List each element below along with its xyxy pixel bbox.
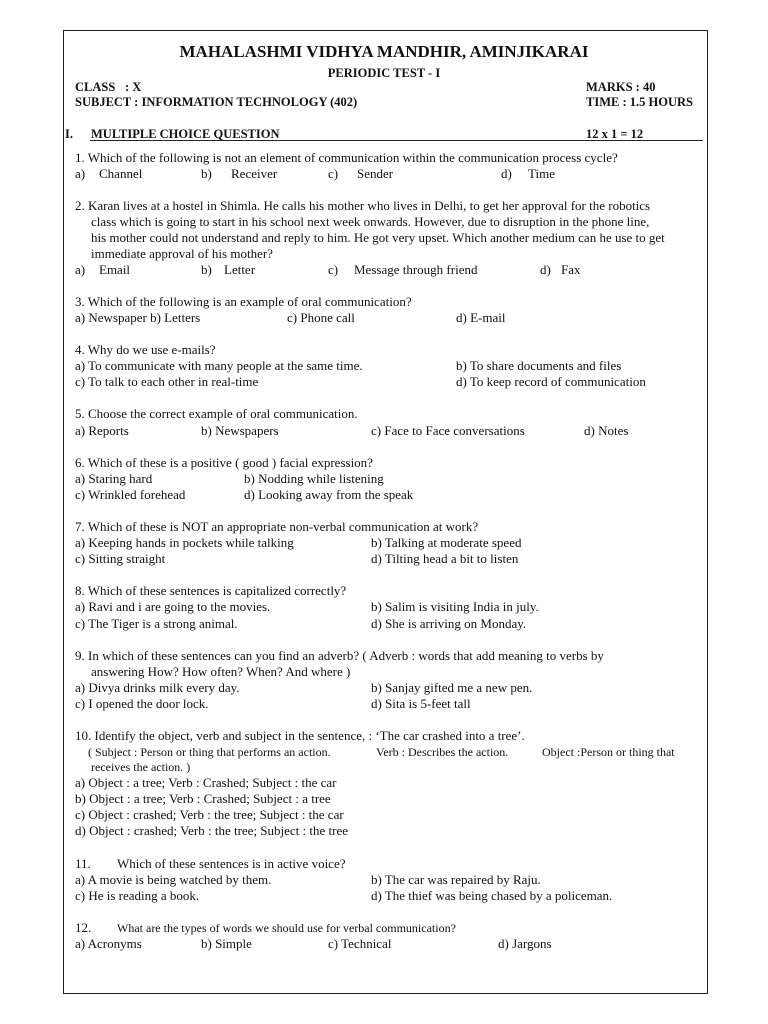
question-1: 1. Which of the following is not an element of communication within the communication process cycle?: [75, 150, 618, 165]
subject-line: SUBJECT : INFORMATION TECHNOLOGY (402): [75, 95, 358, 109]
q1-opt-b-letter: b): [201, 166, 212, 181]
q2-opt-d-letter: d): [540, 262, 551, 277]
class-value: : X: [125, 80, 142, 94]
q10-opt-c: c) Object : crashed; Verb : the tree; Subject : the car: [75, 807, 344, 822]
q8-opt-a: a) Ravi and i are going to the movies.: [75, 599, 271, 614]
q1-opt-c: Sender: [357, 166, 394, 181]
q11-opt-d: d) The thief was being chased by a policeman.: [371, 888, 613, 903]
section-marks: 12 x 1 = 12: [586, 127, 644, 141]
question-11-number: 11.: [75, 856, 91, 871]
q4-opt-d: d) To keep record of communication: [456, 374, 646, 389]
section-underline: [90, 140, 703, 141]
q10-note-subject: ( Subject : Person or thing that performs an action.: [88, 745, 331, 759]
q9-opt-a: a) Divya drinks milk every day.: [75, 680, 240, 695]
question-2-line-4: immediate approval of his mother?: [91, 246, 273, 261]
q7-opt-d: d) Tilting head a bit to listen: [371, 551, 519, 566]
q10-opt-d: d) Object : crashed; Verb : the tree; Subject : the tree: [75, 823, 349, 838]
q9-opt-d: d) Sita is 5-feet tall: [371, 696, 471, 711]
q4-opt-a: a) To communicate with many people at the same time.: [75, 358, 363, 373]
q6-opt-d: d) Looking away from the speak: [244, 487, 414, 502]
question-2-line-3: his mother could not understand and reply to him. He got very upset. Which another medium can he use to get: [91, 230, 665, 245]
q10-opt-a: a) Object : a tree; Verb : Crashed; Subject : the car: [75, 775, 337, 790]
q8-opt-c: c) The Tiger is a strong animal.: [75, 616, 238, 631]
q5-opt-d: d) Notes: [584, 423, 629, 438]
q10-note-verb: Verb : Describes the action.: [376, 745, 509, 759]
q1-opt-b: Receiver: [231, 166, 278, 181]
question-9-line-1: 9. In which of these sentences can you find an adverb? ( Adverb : words that add meaning to verbs by: [75, 648, 604, 663]
question-3: 3. Which of the following is an example of oral communication?: [75, 294, 412, 309]
q5-opt-b: b) Newspapers: [201, 423, 279, 438]
q2-opt-a: Email: [99, 262, 131, 277]
q7-opt-c: c) Sitting straight: [75, 551, 166, 566]
question-10: 10. Identify the object, verb and subject in the sentence, : ‘The car crashed into a tree’.: [75, 728, 525, 743]
time-duration: TIME : 1.5 HOURS: [586, 95, 693, 109]
q2-opt-a-letter: a): [75, 262, 86, 277]
q10-note-end: receives the action. ): [91, 760, 191, 774]
q9-opt-c: c) I opened the door lock.: [75, 696, 209, 711]
q5-opt-c: c) Face to Face conversations: [371, 423, 525, 438]
q2-opt-c-letter: c): [328, 262, 339, 277]
q1-opt-c-letter: c): [328, 166, 339, 181]
question-6: 6. Which of these is a positive ( good ) facial expression?: [75, 455, 373, 470]
q11-opt-a: a) A movie is being watched by them.: [75, 872, 272, 887]
question-11: Which of these sentences is in active voice?: [117, 856, 346, 871]
q6-opt-b: b) Nodding while listening: [244, 471, 384, 486]
question-2-line-2: class which is going to start in his school next week onwards. However, due to disruption in the phone line,: [91, 214, 650, 229]
q12-opt-c: c) Technical: [328, 936, 392, 951]
question-12: What are the types of words we should use for verbal communication?: [117, 921, 456, 935]
q1-opt-a: Channel: [99, 166, 143, 181]
q11-opt-c: c) He is reading a book.: [75, 888, 200, 903]
q1-opt-d: Time: [528, 166, 555, 181]
question-8: 8. Which of these sentences is capitalized correctly?: [75, 583, 347, 598]
q1-opt-d-letter: d): [501, 166, 512, 181]
q1-opt-a-letter: a): [75, 166, 86, 181]
q2-opt-c: Message through friend: [354, 262, 478, 277]
q11-opt-b: b) The car was repaired by Raju.: [371, 872, 541, 887]
q9-opt-b: b) Sanjay gifted me a new pen.: [371, 680, 533, 695]
q8-opt-b: b) Salim is visiting India in july.: [371, 599, 539, 614]
q10-note-object: Object :Person or thing that: [542, 745, 675, 759]
q7-opt-b: b) Talking at moderate speed: [371, 535, 522, 550]
q3-opt-ab: a) Newspaper b) Letters: [75, 310, 201, 325]
question-7: 7. Which of these is NOT an appropriate non-verbal communication at work?: [75, 519, 479, 534]
question-2-line-1: 2. Karan lives at a hostel in Shimla. He calls his mother who lives in Delhi, to get her approval for the robotics: [75, 198, 651, 213]
q10-opt-b: b) Object : a tree; Verb : Crashed; Subject : a tree: [75, 791, 331, 806]
question-5: 5. Choose the correct example of oral communication.: [75, 406, 358, 421]
q2-opt-d: Fax: [561, 262, 581, 277]
q6-opt-c: c) Wrinkled forehead: [75, 487, 186, 502]
q12-opt-d: d) Jargons: [498, 936, 552, 951]
q3-opt-d: d) E-mail: [456, 310, 506, 325]
question-4: 4. Why do we use e-mails?: [75, 342, 216, 357]
section-number: I.: [65, 127, 73, 141]
school-name: MAHALASHMI VIDHYA MANDHIR, AMINJIKARAI: [179, 42, 589, 61]
q2-opt-b: Letter: [224, 262, 256, 277]
q12-opt-b: b) Simple: [201, 936, 252, 951]
q8-opt-d: d) She is arriving on Monday.: [371, 616, 527, 631]
q7-opt-a: a) Keeping hands in pockets while talking: [75, 535, 294, 550]
q12-opt-a: a) Acronyms: [75, 936, 142, 951]
class-label: CLASS: [75, 80, 116, 94]
q2-opt-b-letter: b): [201, 262, 212, 277]
q6-opt-a: a) Staring hard: [75, 471, 153, 486]
question-9-line-2: answering How? How often? When? And where ): [91, 664, 351, 679]
test-title: PERIODIC TEST - I: [327, 66, 441, 80]
q5-opt-a: a) Reports: [75, 423, 129, 438]
section-title: MULTIPLE CHOICE QUESTION: [91, 127, 280, 141]
q3-opt-c: c) Phone call: [287, 310, 355, 325]
q4-opt-c: c) To talk to each other in real-time: [75, 374, 259, 389]
marks-total: MARKS : 40: [586, 80, 656, 94]
question-12-number: 12.: [75, 920, 92, 935]
q4-opt-b: b) To share documents and files: [456, 358, 622, 373]
